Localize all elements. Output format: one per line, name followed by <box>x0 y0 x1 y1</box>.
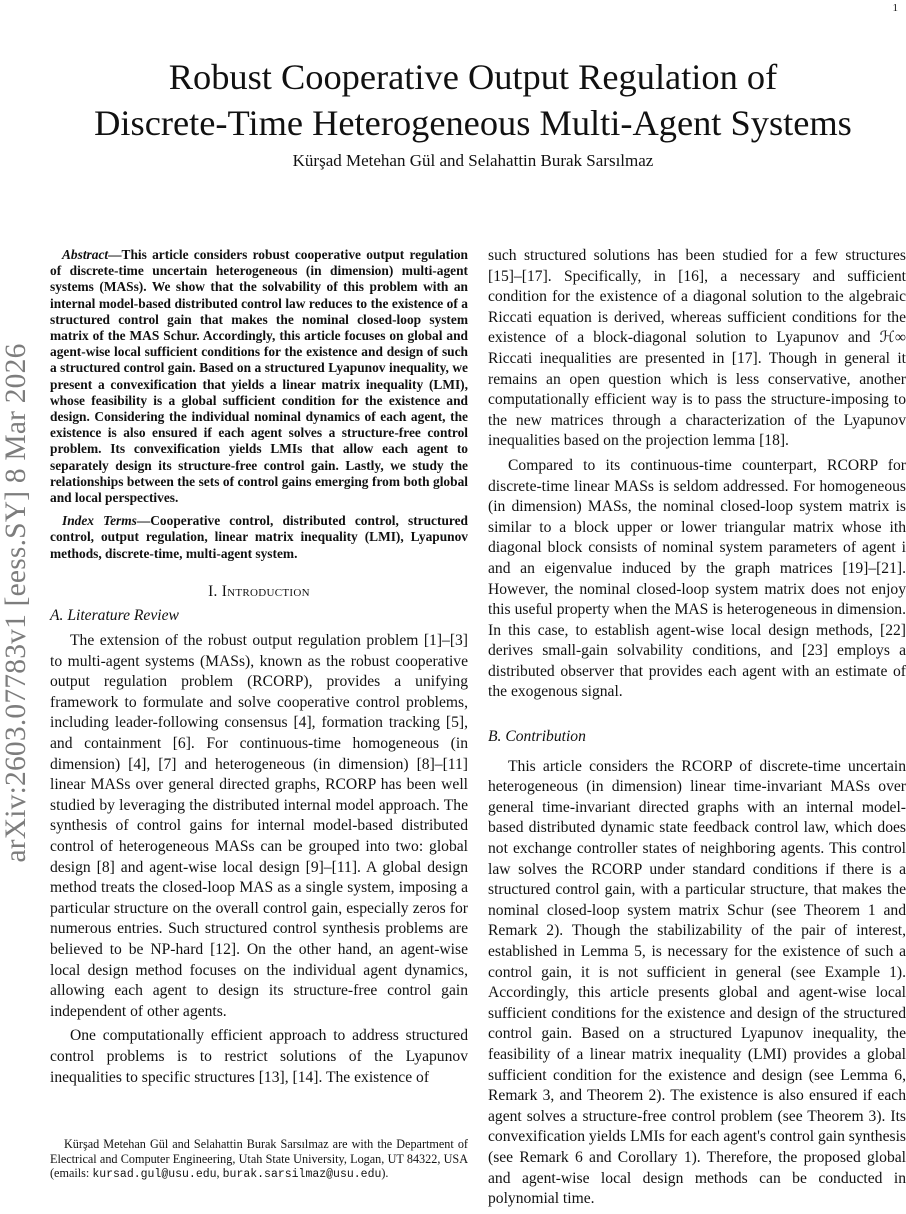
author-list: Kürşad Metehan Gül and Selahattin Burak Sarsılmaz <box>292 151 654 170</box>
subsection-heading-literature-review: A. Literature Review <box>50 607 179 625</box>
section-heading-introduction <box>50 582 468 603</box>
abstract <box>50 247 468 506</box>
footnote-end: ). <box>381 1166 389 1181</box>
footnote-text: Kürşad Metehan Gül and Selahattin Burak Sarsılmaz are with the Department of Electrical and Computer Engineering, Utah State University, Logan, UT 84322, USA (emails: <box>50 1137 468 1181</box>
abstract-text: —This article considers robust cooperative output regulation of discrete-time uncertain heterogeneous (in dimension) multi-agent systems (MASs). We show that the solvability of this problem with an internal model-based distributed control law reduces to the existence of a structured control gain that makes the nominal closed-loop system matrix of the MAS Schur. Accordingly, this article focuses on global and agent-wise local sufficient conditions for the existence and design of such a structured control gain. Based on a structured Lyapunov inequality, we present a convexification that yields a linear matrix inequality (LMI), whose feasibility is a global sufficient condition for the existence and design. Considering the individual nominal dynamics of each agent, the existence is also ensured if each agent solves a structure-free control problem. Its convexification yields LMIs that allow each agent to separately design its structure-free control gain. Lastly, we study the relationships between the sets of control gains emerging from both global and local perspectives. <box>50 247 468 506</box>
email-link-1[interactable]: kursad.gul@usu.edu <box>92 1168 217 1182</box>
subsection-heading-contribution: B. Contribution <box>488 728 586 746</box>
author-affiliation-footnote <box>50 1137 468 1183</box>
index-terms <box>50 513 468 562</box>
arxiv-identifier-stamp[interactable]: arXiv:2603.07783v1 [eess.SY] 8 Mar 2026 <box>0 343 32 863</box>
footnote-separator: , <box>216 1166 220 1181</box>
paragraph-literature-review-3: such structured solutions has been studied for a few structures [15]–[17]. Specifically, in [16], a necessary and sufficient condition for the existence of a diagonal solution to the algebraic Riccati equation is derived, whereas sufficient conditions for the existence of a block-diagonal solution to Lyapunov and ℋ∞ Riccati inequalities are presented in [17]. Though in general it remains an open question which is less conservative, another computationally efficient way is to pass the structure-imposing to the new matrices through a characterization of the Lyapunov inequalities based on the projection lemma [18]. <box>488 247 906 450</box>
paragraph-literature-review-2: One computationally efficient approach to address structured control problems is to restrict solutions of the Lyapunov inequalities to specific structures [13], [14]. The existence of <box>50 1027 468 1086</box>
paper-title <box>40 54 906 146</box>
email-link-2[interactable]: burak.sarsilmaz@usu.edu <box>222 1168 382 1182</box>
paragraph-contribution-1: This article considers the RCORP of discrete-time uncertain heterogeneous (in dimension) linear time-invariant MASs over general time-invariant directed graphs with an internal model-based distributed dynamic state feedback control law, which does not exchange controller states of neighboring agents. This control law solves the RCORP under standard conditions if there is a structured control gain, with a particular structure, that makes the nominal closed-loop system matrix Schur (see Theorem 1 and Remark 2). Though the stabilizability of the pair of interest, established in Lemma 5, is necessary for the existence of such a control gain, it is not sufficient in general (see Example 1). Accordingly, this article presents global and agent-wise local sufficient conditions for the existence and design of the structured control gain. Based on a structured Lyapunov inequality, the feasibility of a linear matrix inequality (LMI) provides a global sufficient condition for the existence and design (see Lemma 6, Remark 3, and Theorem 2). The existence is also ensured if each agent solves a structure-free control problem (see Theorem 3). Its convexification yields LMIs for each agent's control gain synthesis (see Remark 6 and Corollary 1). Therefore, the proposed global and agent-wise local design methods can be conducted in polynomial time. <box>488 757 906 1208</box>
paragraph-literature-review-4: Compared to its continuous-time counterpart, RCORP for discrete-time linear MASs is seldom addressed. For homogeneous (in dimension) MASs, the nominal closed-loop system matrix is similar to a block upper or lower triangular matrix whose ith diagonal block consists of nominal system parameters of agent i and an eigenvalue induced by the graph matrices [19]–[21]. However, the nominal closed-loop system matrix does not enjoy this useful property when the MAS is heterogeneous in dimension. In this case, to establish agent-wise local design methods, [22] derives small-gain solvability conditions, and [23] employs a distributed observer that provides each agent with an estimate of the exogenous signal. <box>488 456 906 701</box>
left-column <box>50 247 468 1092</box>
section-number: I. <box>208 582 218 600</box>
paragraph-literature-review-1: The extension of the robust output regulation problem [1]–[3] to multi-agent systems (MASs), known as the robust cooperative output regulation problem (RCORP), provides a unifying framework to formulate and solve cooperative control problems, including leader-following consensus [4], formation tracking [5], and containment [6]. For continuous-time homogeneous (in dimension) [4], [7] and heterogeneous (in dimension) [8]–[11] linear MASs over general directed graphs, RCORP has been well studied by leveraging the distributed internal model approach. The synthesis of control gains for internal model-based distributed control of heterogeneous MASs can be grouped into two: global design [8] and agent-wise local design [9]–[11]. A global design method treats the closed-loop MAS as a single system, imposing a particular structure on the overall control gain, especially zeros for numerous entries. Such structured control synthesis problems are believed to be NP-hard [12]. On the other hand, an agent-wise local design method focuses on the individual agent dynamics, allowing each agent to design its structure-free control gain independent of other agents. <box>50 632 468 1020</box>
index-terms-text: —Cooperative control, distributed control, structured control, output regulation, linear matrix inequality (LMI), Lyapunov methods, discrete-time, multi-agent system. <box>50 513 468 561</box>
title-line-2: Discrete-Time Heterogeneous Multi-Agent Systems <box>94 103 852 143</box>
right-column <box>488 246 906 1214</box>
section-title: Introduction <box>221 582 310 600</box>
page-number: 1 <box>892 2 898 14</box>
title-line-1: Robust Cooperative Output Regulation of <box>168 57 778 97</box>
abstract-label: Abstract <box>62 247 109 262</box>
index-terms-label: Index Terms <box>62 513 137 529</box>
